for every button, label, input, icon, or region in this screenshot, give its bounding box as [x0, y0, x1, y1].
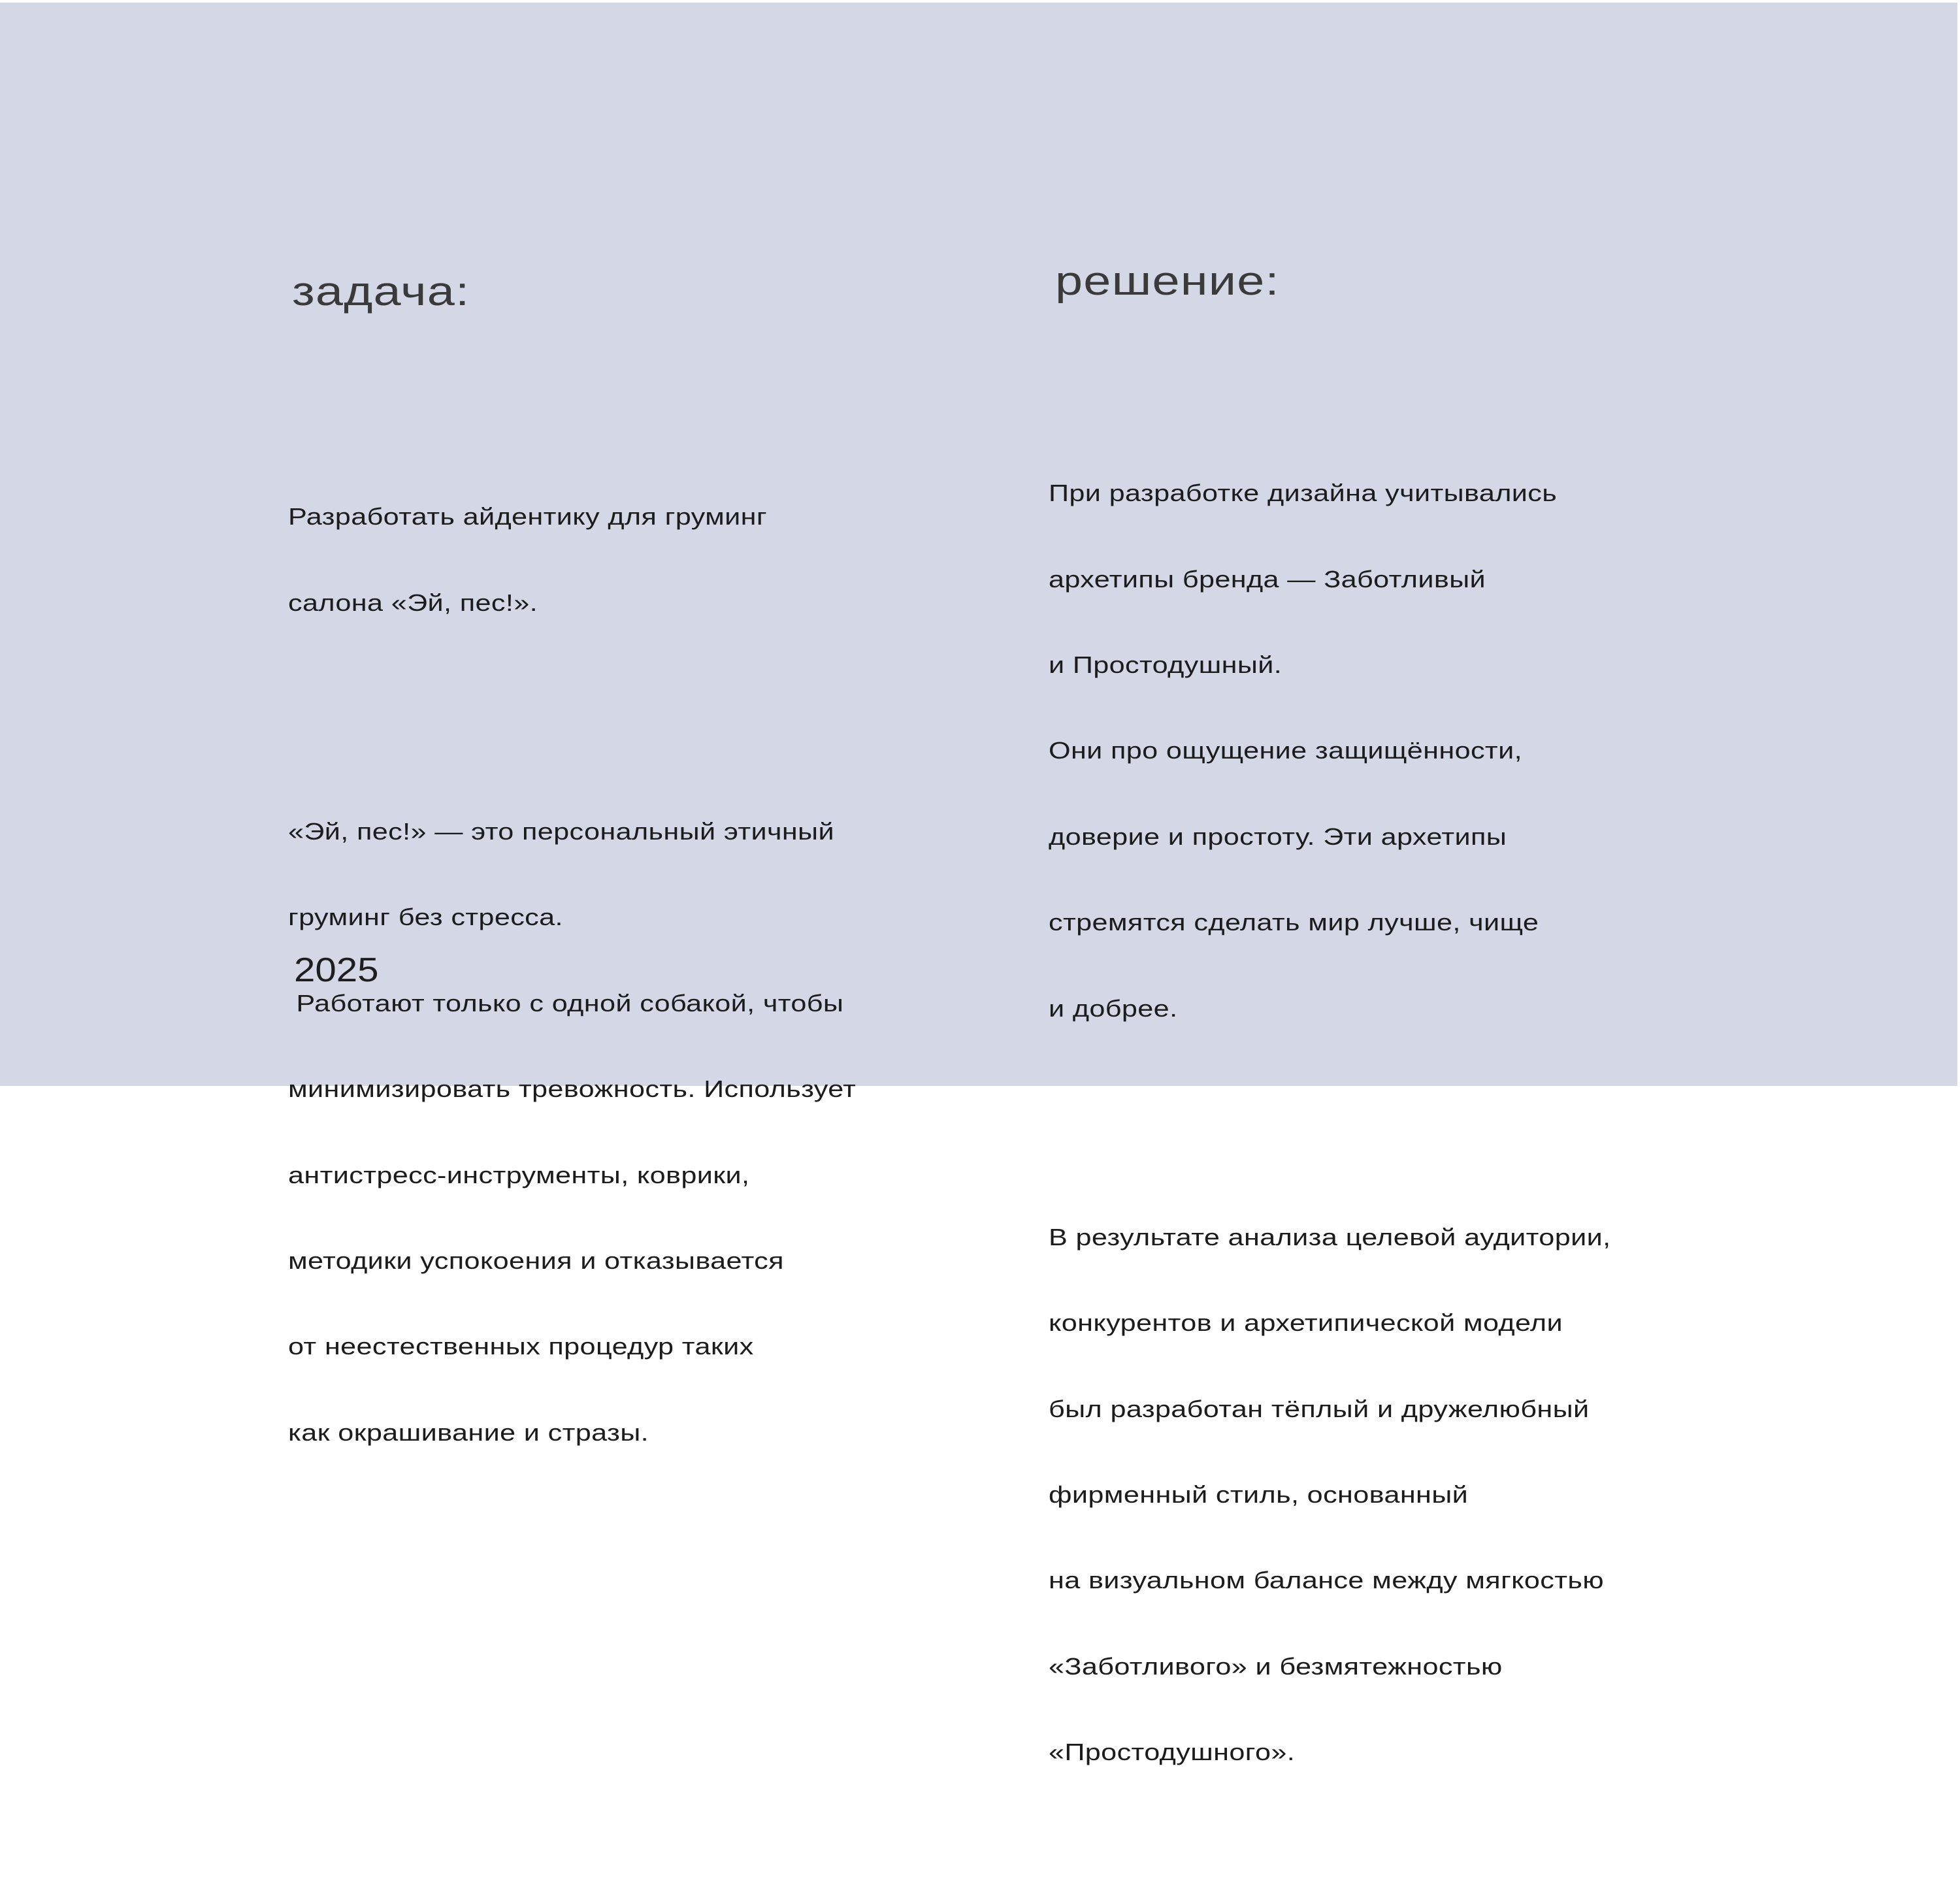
text-line: груминг без стресса.: [288, 904, 563, 931]
presentation-slide: [0, 3, 1957, 1766]
text-line: на визуальном балансе между мягкостью: [1049, 1567, 1605, 1594]
text-line: фирменный стиль, основанный: [1049, 1481, 1469, 1509]
task-heading: задача:: [292, 269, 470, 314]
text-line: При разработке дизайна учитывались: [1049, 480, 1558, 507]
text-line: «Заботливого» и безмятежностью: [1049, 1652, 1503, 1680]
solution-paragraph-2: [1049, 1166, 1610, 1824]
task-paragraph-2: [288, 760, 856, 1504]
year-label: 2025: [294, 951, 379, 989]
text-line: Работают только с одной собакой, чтобы: [288, 989, 844, 1017]
text-line: методики успокоения и отказывается: [288, 1247, 784, 1274]
text-line: стремятся сделать мир лучше, чище: [1049, 909, 1539, 936]
solution-description: [1049, 365, 1610, 1881]
text-line: Они про ощущение защищённости,: [1049, 737, 1522, 764]
text-line: антистресс-инструменты, коврики,: [288, 1161, 750, 1188]
solution-heading: решение:: [1055, 259, 1280, 304]
text-line: салона «Эй, пес!».: [288, 589, 538, 616]
text-line: от неестественных процедур таких: [288, 1333, 754, 1360]
text-line: архетипы бренда — Заботливый: [1049, 565, 1486, 593]
text-line: как окрашивание и стразы.: [288, 1418, 649, 1446]
task-paragraph-1: [288, 446, 856, 674]
text-line: и добрее.: [1049, 994, 1178, 1022]
solution-paragraph-1: [1049, 422, 1610, 1080]
text-line: Разработать айдентику для груминг: [288, 503, 767, 531]
text-line: конкурентов и архетипической модели: [1049, 1309, 1563, 1337]
text-line: доверие и простоту. Эти архетипы: [1049, 823, 1507, 850]
text-line: минимизировать тревожность. Использует: [288, 1075, 857, 1103]
text-line: В результате анализа целевой аудитории,: [1049, 1223, 1611, 1251]
text-line: и Простодушный.: [1049, 651, 1282, 678]
text-line: был разработан тёплый и дружелюбный: [1049, 1395, 1590, 1422]
text-line: «Эй, пес!» — это персональный этичный: [288, 817, 834, 845]
text-line: «Простодушного».: [1049, 1739, 1296, 1766]
